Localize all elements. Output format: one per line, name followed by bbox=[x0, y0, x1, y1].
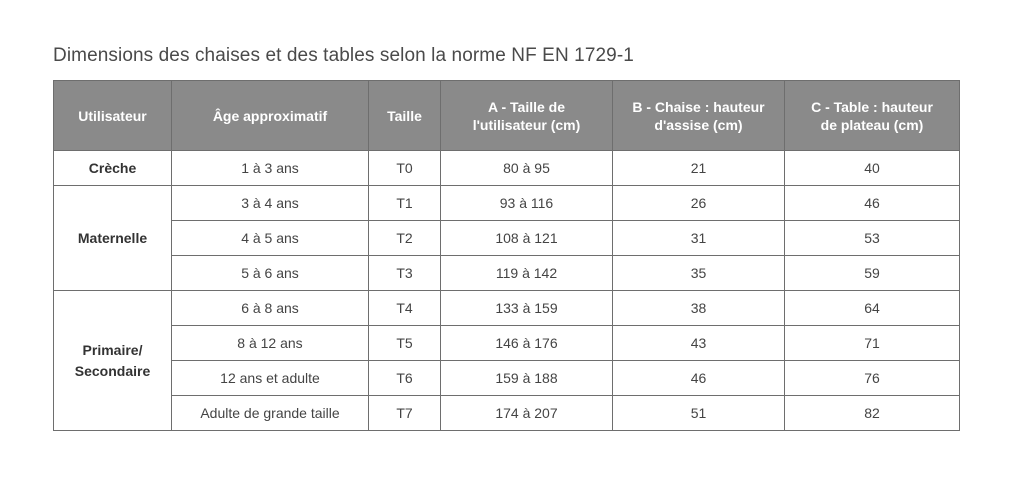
cell-b: 35 bbox=[613, 256, 785, 291]
cell-c: 71 bbox=[785, 326, 960, 361]
cell-b: 31 bbox=[613, 221, 785, 256]
cell-c: 59 bbox=[785, 256, 960, 291]
header-utilisateur: Utilisateur bbox=[54, 81, 172, 151]
cell-c: 53 bbox=[785, 221, 960, 256]
cell-age: 1 à 3 ans bbox=[172, 151, 369, 186]
table-header-row bbox=[54, 81, 960, 151]
table-row bbox=[54, 291, 960, 326]
group-maternelle: Maternelle bbox=[54, 186, 172, 291]
cell-c: 64 bbox=[785, 291, 960, 326]
cell-a: 159 à 188 bbox=[441, 361, 613, 396]
table-row bbox=[54, 151, 960, 186]
cell-taille: T2 bbox=[369, 221, 441, 256]
cell-age: 8 à 12 ans bbox=[172, 326, 369, 361]
header-hauteur-assise: B - Chaise : hauteur d'assise (cm) bbox=[613, 81, 785, 151]
header-taille-utilisateur: A - Taille de l'utilisateur (cm) bbox=[441, 81, 613, 151]
group-creche: Crèche bbox=[54, 151, 172, 186]
cell-age: 12 ans et adulte bbox=[172, 361, 369, 396]
cell-age: 4 à 5 ans bbox=[172, 221, 369, 256]
header-age: Âge approximatif bbox=[172, 81, 369, 151]
cell-taille: T4 bbox=[369, 291, 441, 326]
cell-b: 21 bbox=[613, 151, 785, 186]
cell-age: Adulte de grande taille bbox=[172, 396, 369, 431]
cell-age: 5 à 6 ans bbox=[172, 256, 369, 291]
table-row bbox=[54, 361, 960, 396]
cell-b: 38 bbox=[613, 291, 785, 326]
cell-a: 119 à 142 bbox=[441, 256, 613, 291]
cell-taille: T0 bbox=[369, 151, 441, 186]
cell-taille: T6 bbox=[369, 361, 441, 396]
dimensions-table bbox=[53, 80, 960, 431]
cell-a: 146 à 176 bbox=[441, 326, 613, 361]
cell-b: 46 bbox=[613, 361, 785, 396]
header-hauteur-plateau: C - Table : hauteur de plateau (cm) bbox=[785, 81, 960, 151]
group-primaire-secondaire: Primaire/ Secondaire bbox=[54, 291, 172, 431]
table-row bbox=[54, 186, 960, 221]
cell-taille: T5 bbox=[369, 326, 441, 361]
cell-c: 76 bbox=[785, 361, 960, 396]
cell-a: 174 à 207 bbox=[441, 396, 613, 431]
cell-age: 3 à 4 ans bbox=[172, 186, 369, 221]
cell-a: 93 à 116 bbox=[441, 186, 613, 221]
cell-b: 43 bbox=[613, 326, 785, 361]
cell-a: 133 à 159 bbox=[441, 291, 613, 326]
cell-b: 26 bbox=[613, 186, 785, 221]
cell-taille: T3 bbox=[369, 256, 441, 291]
table-row bbox=[54, 256, 960, 291]
cell-c: 40 bbox=[785, 151, 960, 186]
cell-c: 46 bbox=[785, 186, 960, 221]
table-row bbox=[54, 326, 960, 361]
table-row bbox=[54, 396, 960, 431]
cell-taille: T1 bbox=[369, 186, 441, 221]
header-taille: Taille bbox=[369, 81, 441, 151]
table-row bbox=[54, 221, 960, 256]
cell-b: 51 bbox=[613, 396, 785, 431]
cell-a: 80 à 95 bbox=[441, 151, 613, 186]
page-title: Dimensions des chaises et des tables selon la norme NF EN 1729-1 bbox=[53, 45, 634, 66]
cell-taille: T7 bbox=[369, 396, 441, 431]
cell-a: 108 à 121 bbox=[441, 221, 613, 256]
cell-c: 82 bbox=[785, 396, 960, 431]
cell-age: 6 à 8 ans bbox=[172, 291, 369, 326]
